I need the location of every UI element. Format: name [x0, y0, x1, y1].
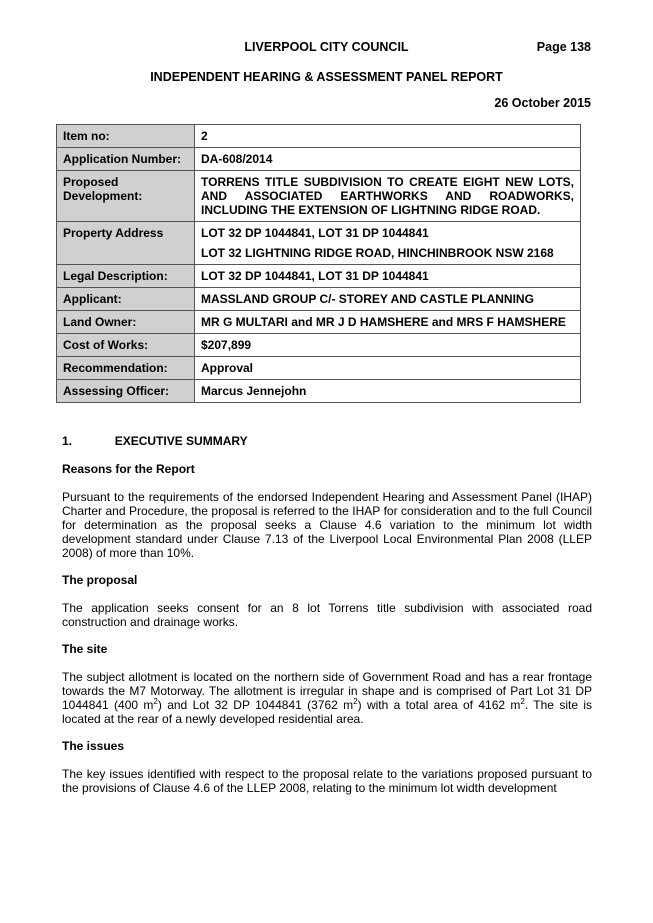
council-name: LIVERPOOL CITY COUNCIL: [244, 40, 409, 54]
proposal-heading: The proposal: [62, 573, 138, 587]
cost-of-works-label: Cost of Works:: [57, 334, 195, 357]
applicant-value: MASSLAND GROUP C/- STOREY AND CASTLE PLANNING: [195, 288, 581, 311]
table-row: [57, 357, 581, 380]
issues-heading: The issues: [62, 739, 125, 753]
applicant-label: Applicant:: [57, 288, 195, 311]
item-no-value: 2: [195, 125, 581, 148]
legal-description-label: Legal Description:: [57, 265, 195, 288]
land-owner-value: MR G MULTARI and MR J D HAMSHERE and MRS F HAMSHERE: [195, 311, 581, 334]
section-number: 1.: [62, 434, 73, 448]
property-address-line1: LOT 32 DP 1044841, LOT 31 DP 1044841: [201, 226, 429, 240]
table-row: [57, 171, 581, 222]
reasons-heading: Reasons for the Report: [62, 462, 195, 476]
item-no-label: Item no:: [57, 125, 195, 148]
section-title: EXECUTIVE SUMMARY: [114, 434, 248, 448]
assessing-officer-value: Marcus Jennejohn: [195, 380, 581, 403]
table-row: [57, 148, 581, 171]
table-row: [57, 380, 581, 403]
table-row: [57, 125, 581, 148]
property-address-label: Property Address: [57, 222, 195, 265]
table-row: [57, 288, 581, 311]
recommendation-value: Approval: [195, 357, 581, 380]
recommendation-label: Recommendation:: [57, 357, 195, 380]
issues-paragraph: The key issues identified with respect to the proposal relate to the variations proposed pursuant to the provisions of Clause 4.6 of the LLEP 2008, relating to the minimum lot width development: [62, 767, 592, 795]
table-row: [57, 311, 581, 334]
site-paragraph: The subject allotment is located on the northern side of Government Road and has a rear frontage towards the M7 Motorway. The allotment is irregular in shape and is comprised of Part Lot 31 DP 1044841 (400 $m^2$) and Lot 32 DP 1044841 (3762 $m^2$) with a total area of 4162 $m^2$. The site is located at the rear of a newly developed residential area.: [62, 670, 592, 726]
application-number-value: DA-608/2014: [195, 148, 581, 171]
proposal-paragraph: The application seeks consent for an 8 lot Torrens title subdivision with associated road construction and drainage works.: [62, 601, 592, 629]
report-title: INDEPENDENT HEARING & ASSESSMENT PANEL REPORT: [150, 70, 503, 84]
table-row: [57, 265, 581, 288]
section-heading: [62, 434, 592, 448]
legal-description-value: LOT 32 DP 1044841, LOT 31 DP 1044841: [195, 265, 581, 288]
table-row: [57, 334, 581, 357]
application-details-table: [56, 124, 581, 403]
reasons-paragraph: Pursuant to the requirements of the endorsed Independent Hearing and Assessment Panel (IHAP) Charter and Procedure, the proposal is referred to the IHAP for consideration and to the full Council for determination as the proposal seeks a Clause 4.6 variation to the minimum lot width development standard under Clause 7.13 of the Liverpool Local Environmental Plan 2008 (LLEP 2008) of more than 10%.: [62, 490, 592, 560]
property-address-value: [195, 222, 581, 265]
assessing-officer-label: Assessing Officer:: [57, 380, 195, 403]
page-number: Page 138: [536, 40, 591, 54]
site-heading: The site: [62, 642, 108, 656]
proposed-development-value: TORRENS TITLE SUBDIVISION TO CREATE EIGHT NEW LOTS, AND ASSOCIATED EARTHWORKS AND ROADWORKS, INCLUDING THE EXTENSION OF LIGHTNING RIDGE ROAD.: [195, 171, 581, 222]
report-date: 26 October 2015: [494, 96, 591, 110]
application-number-label: Application Number:: [57, 148, 195, 171]
table-row: [57, 222, 581, 265]
land-owner-label: Land Owner:: [57, 311, 195, 334]
cost-of-works-value: $207,899: [195, 334, 581, 357]
property-address-line2: LOT 32 LIGHTNING RIDGE ROAD, HINCHINBROOK NSW 2168: [201, 246, 554, 260]
proposed-development-label: Proposed Development:: [57, 171, 195, 222]
